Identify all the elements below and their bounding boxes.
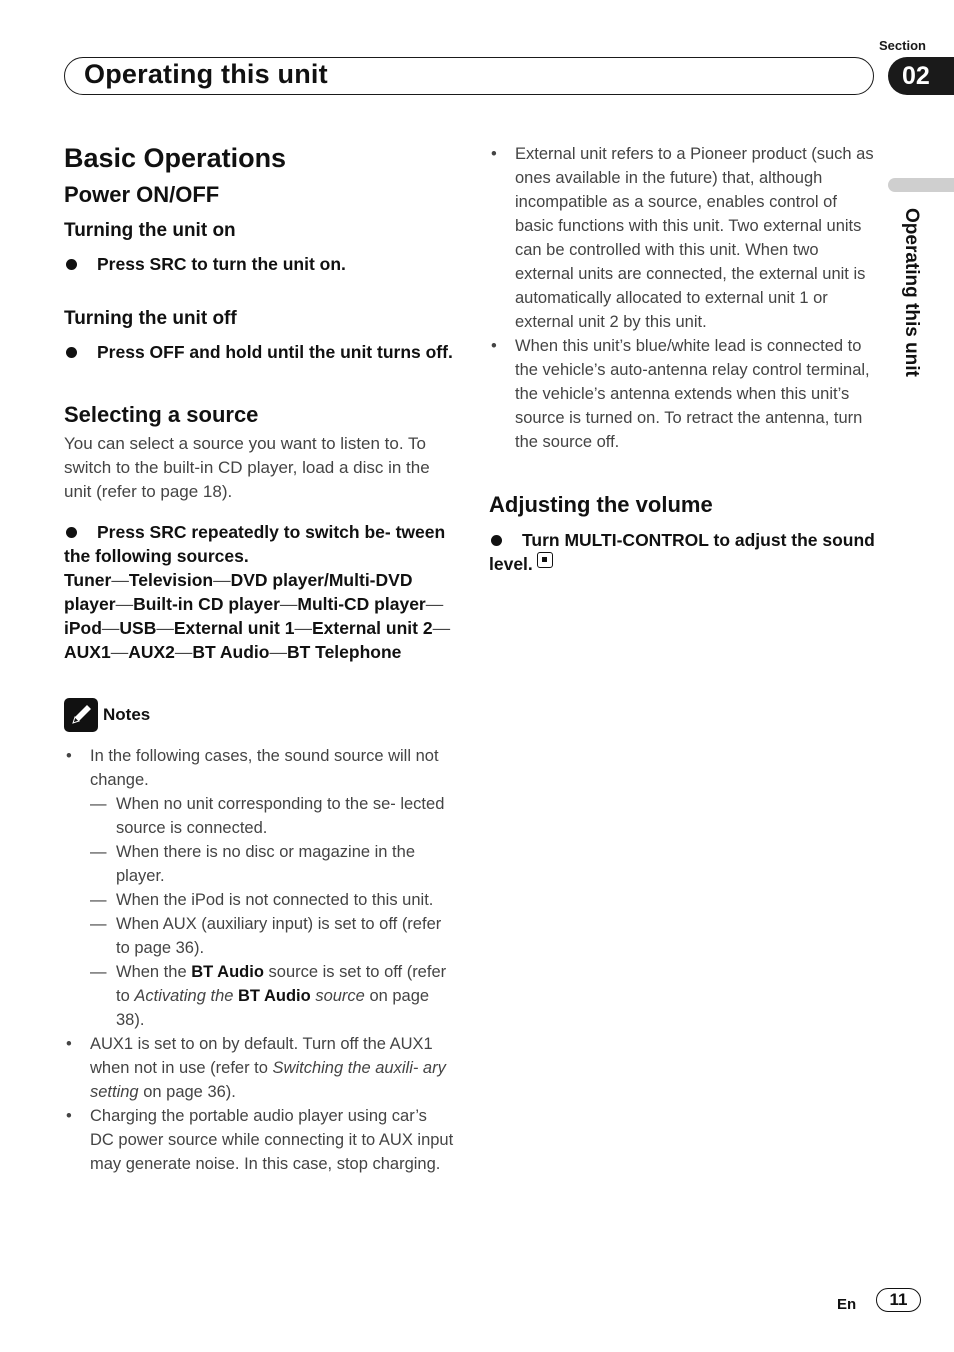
- bullet-dot-icon: [66, 259, 77, 270]
- note-subitem: — When there is no disc or magazine in the player.: [90, 840, 454, 888]
- source-item: AUX2: [128, 642, 175, 662]
- select-source-body: You can select a source you want to listen to. To switch to the built-in CD player, load a disc in the unit (refer to page 18).: [64, 434, 430, 501]
- source-item: Television: [128, 570, 214, 590]
- power-heading: Power ON/OFF: [64, 182, 220, 207]
- pencil-note-icon: [64, 698, 98, 732]
- select-source-step: Press SRC repeatedly to switch be- tween the following sources.: [64, 522, 446, 566]
- source-separator: —: [432, 618, 451, 638]
- source-separator: —: [294, 618, 312, 638]
- turn-on-step: Press SRC to turn the unit on.: [64, 252, 454, 276]
- turn-off-step: Press OFF and hold until the unit turns off.: [64, 340, 454, 364]
- page-title: Operating this unit: [84, 59, 328, 89]
- bullet-dot-icon: [491, 535, 502, 546]
- source-separator: —: [156, 618, 174, 638]
- notes-header: [64, 698, 454, 732]
- source-separator: —: [279, 594, 298, 614]
- turn-on-heading: Turning the unit on: [64, 220, 236, 241]
- note-item: • AUX1 is set to on by default. Turn off the AUX1 when not in use (refer to Switching the auxili- ary setting on page 36).: [64, 1032, 454, 1104]
- note-item: • Charging the portable audio player using car’s DC power source while connecting it to AUX input may generate noise. In this case, stop charging.: [64, 1104, 454, 1176]
- end-mark-icon: [537, 552, 553, 568]
- source-separator: —: [110, 642, 129, 662]
- select-source-heading: Selecting a source: [64, 402, 259, 427]
- source-item: Multi-CD player: [297, 594, 426, 614]
- source-item: USB: [119, 618, 157, 638]
- page-number: 11: [876, 1288, 921, 1312]
- source-item: BT Audio: [192, 642, 270, 662]
- source-separator: —: [269, 642, 287, 662]
- adjust-volume-step: Turn MULTI-CONTROL to adjust the sound level.: [489, 530, 875, 574]
- note-subitem: — When the iPod is not connected to this unit.: [90, 888, 454, 912]
- bullet-dot-icon: [66, 347, 77, 358]
- section-number-badge: 02: [888, 57, 954, 95]
- bullet-dot-icon: [66, 527, 77, 538]
- source-separator: —: [174, 642, 193, 662]
- note-subitem: — When no unit corresponding to the se- lected source is connected.: [90, 792, 454, 840]
- source-item: iPod: [64, 618, 102, 638]
- basic-operations-heading: Basic Operations: [64, 143, 287, 173]
- side-tab-marker: [888, 178, 954, 192]
- source-separator: —: [111, 570, 129, 590]
- source-item: Built-in CD player: [133, 594, 280, 614]
- note-item: • When this unit’s blue/white lead is connected to the vehicle’s auto-antenna relay control terminal, the vehicle’s antenna extends when this unit’s source is turned on. To retract the antenna, turn the source off.: [489, 334, 875, 454]
- notes-list: [64, 744, 454, 1176]
- turn-off-heading: Turning the unit off: [64, 308, 237, 329]
- source-separator: —: [115, 594, 134, 614]
- external-unit-notes: [489, 142, 875, 454]
- note-sublist: [90, 792, 454, 1032]
- note-subitem: — When the BT Audio source is set to off (refer to Activating the BT Audio source on page 38).: [90, 960, 454, 1032]
- source-item: BT Telephone: [286, 642, 402, 662]
- language-code: En: [837, 1296, 857, 1313]
- source-item: DVD player/Multi-DVD player: [64, 570, 413, 614]
- source-item: External unit 2: [311, 618, 433, 638]
- note-item: • External unit refers to a Pioneer product (such as ones available in the future) that, although incompatible as a source, enables control of basic functions with this unit. Two external units can be controlled with this unit. When two external units are connected, the external unit is automatically allocated to external unit 1 or external unit 2 by this unit.: [489, 142, 875, 334]
- note-item: • In the following cases, the sound source will not change. — When no unit corresponding to the se- lected source is connected. — When there is no disc or magazine in the player. — When the iPod is not connected to this unit. — When AUX (auxiliary input) is set to off (refer to page 36). — When the BT Audio source is set to off (refer to Activating the BT Audio source on page 38).: [64, 744, 454, 1032]
- source-separator: —: [213, 570, 231, 590]
- left-column: [64, 140, 454, 1176]
- source-separator: —: [425, 594, 444, 614]
- right-column: [489, 140, 875, 576]
- source-list: [64, 568, 454, 664]
- adjust-volume-heading: Adjusting the volume: [489, 492, 713, 517]
- section-label: Section: [879, 38, 926, 53]
- source-separator: —: [101, 618, 120, 638]
- source-item: External unit 1: [173, 618, 295, 638]
- note-subitem: — When AUX (auxiliary input) is set to off (refer to page 36).: [90, 912, 454, 960]
- notes-title: Notes: [103, 705, 151, 724]
- source-item: AUX1: [64, 642, 111, 662]
- source-item: Tuner: [64, 570, 112, 590]
- side-tab-label: Operating this unit: [901, 208, 922, 377]
